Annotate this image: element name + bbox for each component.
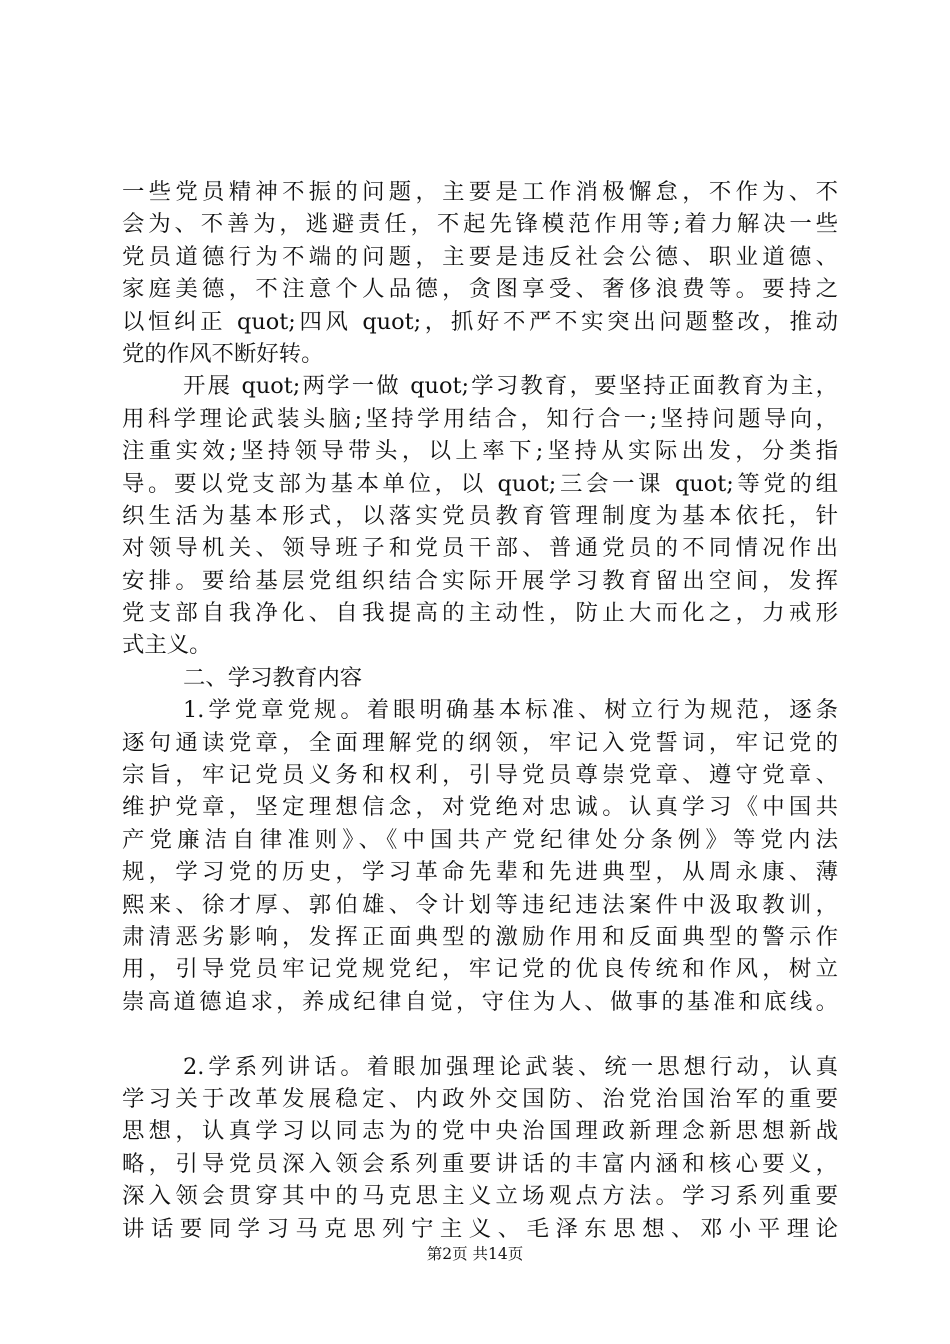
paragraph-gap: [122, 1018, 838, 1050]
text-line: 1.学党章党规。着眼明确基本标准、树立行为规范，逐条: [183, 697, 838, 724]
text-line: 崇高道德追求，养成纪律自觉，守住为人、做事的基准和底线。: [122, 988, 838, 1015]
text-line: 宗旨，牢记党员义务和权利，引导党员尊崇党章、遵守党章、: [122, 762, 838, 789]
text-line: 党支部自我净化、自我提高的主动性，防止大而化之，力戒形: [122, 600, 838, 627]
text-line: 织生活为基本形式，以落实党员教育管理制度为基本依托，针: [122, 502, 838, 529]
text-line: 讲话要同学习马克思列宁主义、毛泽东思想、邓小平理论: [122, 1215, 838, 1242]
text-line: 注重实效;坚持领导带头，以上率下;坚持从实际出发，分类指: [122, 438, 838, 465]
text-line: 产党廉洁自律准则》、《中国共产党纪律处分条例》等党内法: [122, 826, 838, 853]
text-line: 党员道德行为不端的问题，主要是违反社会公德、职业道德、: [122, 243, 838, 270]
page-number-footer: 第2页 共14页: [426, 1245, 524, 1263]
text-line: 用，引导党员牢记党规党纪，牢记党的优良传统和作风，树立: [122, 956, 838, 983]
text-line: 维护党章，坚定理想信念，对党绝对忠诚。认真学习《中国共: [122, 794, 838, 821]
text-line: 规，学习党的历史，学习革命先辈和先进典型，从周永康、薄: [122, 859, 838, 886]
text-line: 2.学系列讲话。着眼加强理论武装、统一思想行动，认真: [183, 1053, 838, 1080]
text-line: 会为、不善为，逃避责任，不起先锋模范作用等;着力解决一些: [122, 211, 838, 238]
text-line: 党的作风不断好转。: [122, 340, 324, 367]
text-line: 二、学习教育内容: [183, 664, 363, 691]
text-line: 肃清恶劣影响，发挥正面典型的激励作用和反面典型的警示作: [122, 923, 838, 950]
text-line: 逐句通读党章，全面理解党的纲领，牢记入党誓词，牢记党的: [122, 729, 838, 756]
text-line: 一些党员精神不振的问题，主要是工作消极懈怠，不作为、不: [122, 179, 838, 205]
text-line: 式主义。: [122, 632, 212, 659]
text-line: 以恒纠正 quot;四风 quot;，抓好不严不实突出问题整改，推动: [122, 308, 838, 335]
document-body: [122, 176, 838, 1245]
text-line: 思想，认真学习以同志为的党中央治国理政新理念新思想新战: [122, 1118, 838, 1145]
text-line: 熙来、徐才厚、郭伯雄、令计划等违纪违法案件中汲取教训，: [122, 891, 838, 918]
text-line: 深入领会贯穿其中的马克思主义立场观点方法。学习系列重要: [122, 1183, 838, 1210]
text-line: 家庭美德，不注意个人品德，贪图享受、奢侈浪费等。要持之: [122, 276, 838, 303]
text-line: 学习关于改革发展稳定、内政外交国防、治党治国治军的重要: [122, 1085, 838, 1112]
text-line: 略，引导党员深入领会系列重要讲话的丰富内涵和核心要义，: [122, 1150, 838, 1177]
text-line: 对领导机关、领导班子和党员干部、普通党员的不同情况作出: [122, 535, 838, 562]
text-line: 安排。要给基层党组织结合实际开展学习教育留出空间，发挥: [122, 567, 838, 594]
text-line: 导。要以党支部为基本单位，以 quot;三会一课 quot;等党的组: [122, 470, 838, 497]
text-line: 用科学理论武装头脑;坚持学用结合，知行合一;坚持问题导向，: [122, 405, 838, 432]
text-line: 开展 quot;两学一做 quot;学习教育，要坚持正面教育为主，: [183, 373, 838, 400]
